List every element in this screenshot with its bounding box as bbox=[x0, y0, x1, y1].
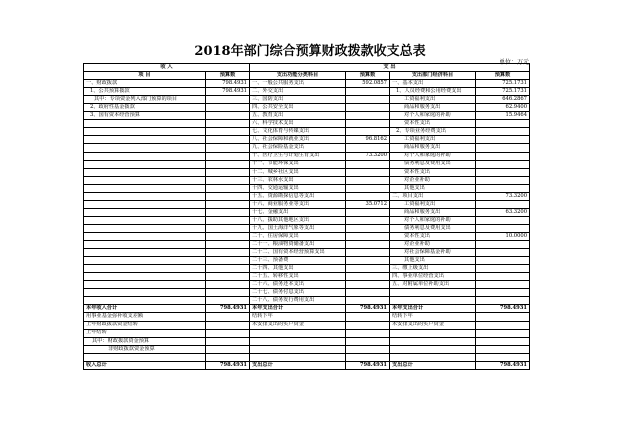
table-row bbox=[84, 241, 530, 249]
table-cell: 对企业补助 bbox=[390, 241, 476, 249]
table-row bbox=[84, 192, 530, 200]
table-cell bbox=[206, 152, 250, 160]
table-cell: 其他支出 bbox=[390, 257, 476, 265]
table-row bbox=[84, 96, 530, 104]
table-row bbox=[84, 353, 530, 361]
table-row bbox=[84, 152, 530, 160]
table-cell: 工资福利支出 bbox=[390, 96, 476, 104]
table-cell: 10.0000 bbox=[476, 232, 530, 240]
table-cell: 二十七、债务付息支出 bbox=[250, 289, 346, 297]
table-cell bbox=[476, 313, 530, 321]
table-cell: 725.1731 bbox=[476, 88, 530, 96]
table-cell: 15.9464 bbox=[476, 112, 530, 120]
table-cell bbox=[390, 353, 476, 361]
func-class-header: 支出功能分类科目 bbox=[250, 72, 346, 80]
table-cell bbox=[206, 192, 250, 200]
table-cell: 对个人和家庭的补助 bbox=[390, 112, 476, 120]
table-cell: 一、一般公共服务支出 bbox=[250, 80, 346, 88]
table-cell bbox=[84, 128, 206, 136]
table-cell bbox=[84, 224, 206, 232]
table-cell bbox=[346, 232, 390, 240]
table-cell bbox=[346, 249, 390, 257]
table-cell bbox=[476, 216, 530, 224]
table-cell bbox=[206, 128, 250, 136]
table-cell: 798.4931 bbox=[206, 88, 250, 96]
table-cell: 3、国有资本经营预算 bbox=[84, 112, 206, 120]
table-row bbox=[84, 120, 530, 128]
table-cell bbox=[206, 273, 250, 281]
table-row bbox=[84, 216, 530, 224]
table-cell: 二、外交支出 bbox=[250, 88, 346, 96]
table-row bbox=[84, 265, 530, 273]
table-cell bbox=[346, 168, 390, 176]
table-cell: 本年收入合计 bbox=[84, 305, 206, 313]
table-cell: 二十六、债务还本支出 bbox=[250, 281, 346, 289]
table-cell bbox=[476, 128, 530, 136]
table-row bbox=[84, 176, 530, 184]
table-cell bbox=[346, 160, 390, 168]
table-cell bbox=[84, 176, 206, 184]
budget-header: 预算数 bbox=[206, 72, 250, 80]
table-cell bbox=[346, 337, 390, 345]
table-cell bbox=[476, 337, 530, 345]
table-cell bbox=[346, 321, 390, 329]
table-cell bbox=[346, 176, 390, 184]
table-cell bbox=[206, 329, 250, 337]
table-row bbox=[84, 128, 530, 136]
table-cell bbox=[476, 345, 530, 353]
table-cell bbox=[346, 88, 390, 96]
table-cell: 1、公共预算拨款 bbox=[84, 88, 206, 96]
table-row bbox=[84, 144, 530, 152]
table-cell: 其中：财政拨款资金预算 bbox=[84, 337, 206, 345]
table-cell bbox=[206, 241, 250, 249]
table-cell: 支出总计 bbox=[250, 361, 346, 369]
table-cell bbox=[206, 96, 250, 104]
table-cell bbox=[476, 265, 530, 273]
table-cell bbox=[346, 224, 390, 232]
table-cell bbox=[250, 329, 346, 337]
table-cell bbox=[476, 297, 530, 305]
table-cell: 四、事业单位经营支出 bbox=[390, 273, 476, 281]
table-cell: 未安排支出的实户资金 bbox=[250, 321, 346, 329]
subtotal-row bbox=[84, 305, 530, 313]
table-cell: 其他支出 bbox=[390, 184, 476, 192]
table-cell bbox=[476, 120, 530, 128]
table-cell bbox=[390, 337, 476, 345]
table-cell bbox=[84, 249, 206, 257]
table-cell bbox=[84, 241, 206, 249]
table-cell: 二十四、其他支出 bbox=[250, 265, 346, 273]
table-cell: 上年结转 bbox=[84, 329, 206, 337]
table-cell bbox=[476, 329, 530, 337]
table-cell bbox=[476, 321, 530, 329]
table-cell: 十五、资源勘探信息等支出 bbox=[250, 192, 346, 200]
table-cell bbox=[346, 184, 390, 192]
table-cell: 商品和服务支出 bbox=[390, 144, 476, 152]
table-cell: 对个人和家庭的补助 bbox=[390, 152, 476, 160]
table-cell: 对企业补助 bbox=[390, 176, 476, 184]
table-cell: 十六、商业服务业等支出 bbox=[250, 200, 346, 208]
table-cell bbox=[84, 192, 206, 200]
table-cell bbox=[476, 160, 530, 168]
table-cell: 十七、金融支出 bbox=[250, 208, 346, 216]
table-row bbox=[84, 208, 530, 216]
table-cell: 本年支出合计 bbox=[390, 305, 476, 313]
table-row bbox=[84, 184, 530, 192]
budget-table bbox=[83, 63, 530, 370]
table-cell bbox=[206, 224, 250, 232]
table-row bbox=[84, 112, 530, 120]
table-cell bbox=[346, 128, 390, 136]
table-cell bbox=[346, 313, 390, 321]
table-cell: 五、对附属单位补助支出 bbox=[390, 281, 476, 289]
table-cell bbox=[250, 353, 346, 361]
table-cell: 2、政府性基金拨款 bbox=[84, 104, 206, 112]
table-cell bbox=[346, 144, 390, 152]
table-row bbox=[84, 136, 530, 144]
table-cell bbox=[476, 289, 530, 297]
table-cell: 八、社会保障和就业支出 bbox=[250, 136, 346, 144]
table-cell: 资本性支出 bbox=[390, 232, 476, 240]
table-cell bbox=[250, 337, 346, 345]
table-cell bbox=[250, 345, 346, 353]
table-cell bbox=[346, 353, 390, 361]
budget-header: 预算数 bbox=[476, 72, 530, 80]
table-cell: 646.2867 bbox=[476, 96, 530, 104]
table-cell bbox=[346, 120, 390, 128]
table-cell: 四、公共安全支出 bbox=[250, 104, 346, 112]
table-cell bbox=[84, 160, 206, 168]
table-cell bbox=[206, 168, 250, 176]
table-cell bbox=[476, 241, 530, 249]
table-cell: 二十一、粮油物资储备支出 bbox=[250, 241, 346, 249]
table-cell: 798.4931 bbox=[476, 361, 530, 369]
table-row bbox=[84, 249, 530, 257]
table-cell: 725.1731 bbox=[476, 80, 530, 88]
table-cell: 未安排支出的实户资金 bbox=[390, 321, 476, 329]
table-cell bbox=[206, 104, 250, 112]
table-cell bbox=[84, 353, 206, 361]
table-cell bbox=[206, 321, 250, 329]
table-cell bbox=[346, 297, 390, 305]
table-cell bbox=[476, 281, 530, 289]
table-row bbox=[84, 224, 530, 232]
table-cell: 收入总计 bbox=[84, 361, 206, 369]
table-cell bbox=[346, 112, 390, 120]
table-cell bbox=[84, 208, 206, 216]
table-cell: 本年支出合计 bbox=[250, 305, 346, 313]
table-cell bbox=[346, 104, 390, 112]
table-row bbox=[84, 297, 530, 305]
table-cell bbox=[84, 297, 206, 305]
table-cell: 二十五、转移性支出 bbox=[250, 273, 346, 281]
table-row bbox=[84, 104, 530, 112]
table-cell bbox=[206, 136, 250, 144]
table-cell: 其中：专项资金列入部门预算的项目 bbox=[84, 96, 206, 104]
table-cell: 二十三、预备费 bbox=[250, 257, 346, 265]
table-row bbox=[84, 313, 530, 321]
table-cell: 支出总计 bbox=[390, 361, 476, 369]
table-cell: 结转下年 bbox=[390, 313, 476, 321]
table-row bbox=[84, 80, 530, 88]
item-header: 项 目 bbox=[84, 72, 206, 80]
table-cell bbox=[476, 184, 530, 192]
table-cell bbox=[476, 224, 530, 232]
column-header-row bbox=[84, 72, 530, 80]
table-cell bbox=[346, 241, 390, 249]
total-row bbox=[84, 361, 530, 369]
table-cell bbox=[206, 144, 250, 152]
table-cell: 对社会保障基金补助 bbox=[390, 249, 476, 257]
table-cell: 工资福利支出 bbox=[390, 136, 476, 144]
table-cell: 798.4931 bbox=[346, 361, 390, 369]
table-row bbox=[84, 273, 530, 281]
table-cell: 债务利息及费用支出 bbox=[390, 160, 476, 168]
expense-header: 支 出 bbox=[250, 64, 530, 72]
table-cell bbox=[206, 337, 250, 345]
table-cell bbox=[206, 257, 250, 265]
table-row bbox=[84, 200, 530, 208]
table-cell: 十一、节能环保支出 bbox=[250, 160, 346, 168]
table-cell bbox=[206, 297, 250, 305]
table-cell: 资本性支出 bbox=[390, 168, 476, 176]
table-cell: 798.4931 bbox=[206, 80, 250, 88]
table-cell bbox=[346, 273, 390, 281]
table-cell bbox=[84, 120, 206, 128]
table-row bbox=[84, 257, 530, 265]
table-cell bbox=[346, 216, 390, 224]
table-cell: 商品和服务支出 bbox=[390, 208, 476, 216]
table-cell bbox=[206, 265, 250, 273]
table-cell bbox=[206, 120, 250, 128]
table-cell bbox=[84, 232, 206, 240]
table-cell: 十四、交通运输支出 bbox=[250, 184, 346, 192]
table-row bbox=[84, 345, 530, 353]
table-cell: 七、文化体育与传媒支出 bbox=[250, 128, 346, 136]
table-cell bbox=[346, 265, 390, 273]
table-cell: 二、项目支出 bbox=[390, 192, 476, 200]
table-cell bbox=[206, 200, 250, 208]
table-cell bbox=[206, 281, 250, 289]
table-cell: 结转下年 bbox=[250, 313, 346, 321]
table-cell: 用事业基金弥补收支差额 bbox=[84, 313, 206, 321]
table-cell: 十三、农林水支出 bbox=[250, 176, 346, 184]
table-cell bbox=[84, 265, 206, 273]
table-cell: 798.4931 bbox=[476, 305, 530, 313]
table-cell bbox=[476, 353, 530, 361]
table-row bbox=[84, 329, 530, 337]
income-header: 收 入 bbox=[84, 64, 250, 72]
table-cell: 十、医疗卫生与计划生育支出 bbox=[250, 152, 346, 160]
table-cell: 63.3200 bbox=[476, 208, 530, 216]
table-cell bbox=[206, 160, 250, 168]
table-cell bbox=[206, 289, 250, 297]
table-cell: 六、科学技术支出 bbox=[250, 120, 346, 128]
table-cell: 96.8162 bbox=[346, 136, 390, 144]
table-cell bbox=[84, 257, 206, 265]
table-cell: 三、国防支出 bbox=[250, 96, 346, 104]
table-cell: 非财政拨款资金预算 bbox=[84, 345, 206, 353]
table-cell: 62.9400 bbox=[476, 104, 530, 112]
table-cell bbox=[476, 249, 530, 257]
table-cell bbox=[390, 297, 476, 305]
table-cell bbox=[206, 112, 250, 120]
table-row bbox=[84, 160, 530, 168]
table-row bbox=[84, 232, 530, 240]
table-cell bbox=[206, 345, 250, 353]
table-cell: 798.4931 bbox=[346, 305, 390, 313]
table-cell bbox=[84, 184, 206, 192]
table-cell bbox=[346, 96, 390, 104]
table-cell: 798.4931 bbox=[206, 361, 250, 369]
table-row bbox=[84, 281, 530, 289]
page-title: 2018年部门综合预算财政拨款收支总表 bbox=[194, 44, 426, 59]
table-cell: 对个人和家庭的补助 bbox=[390, 216, 476, 224]
table-cell: 73.3200 bbox=[346, 152, 390, 160]
table-cell bbox=[476, 144, 530, 152]
table-cell bbox=[206, 313, 250, 321]
table-cell bbox=[84, 281, 206, 289]
dept-econ-header: 支出部门经济科目 bbox=[390, 72, 476, 80]
table-cell: 十二、城乡社区支出 bbox=[250, 168, 346, 176]
table-cell: 二十八、债务发行费用支出 bbox=[250, 297, 346, 305]
table-cell bbox=[84, 144, 206, 152]
table-cell bbox=[346, 329, 390, 337]
table-cell: 35.0712 bbox=[346, 200, 390, 208]
table-cell bbox=[476, 176, 530, 184]
table-cell bbox=[206, 184, 250, 192]
table-row bbox=[84, 88, 530, 96]
table-cell bbox=[206, 353, 250, 361]
table-cell bbox=[84, 200, 206, 208]
table-cell: 73.3200 bbox=[476, 192, 530, 200]
table-cell bbox=[206, 249, 250, 257]
table-cell bbox=[84, 289, 206, 297]
table-cell bbox=[206, 216, 250, 224]
table-cell bbox=[84, 136, 206, 144]
table-row bbox=[84, 321, 530, 329]
table-cell bbox=[84, 273, 206, 281]
table-cell bbox=[346, 345, 390, 353]
table-cell: 798.4931 bbox=[206, 305, 250, 313]
table-cell bbox=[476, 273, 530, 281]
table-cell: 工资福利支出 bbox=[390, 200, 476, 208]
table-cell bbox=[84, 216, 206, 224]
table-cell bbox=[476, 168, 530, 176]
table-cell: 592.0857 bbox=[346, 80, 390, 88]
table-cell bbox=[346, 289, 390, 297]
table-row bbox=[84, 289, 530, 297]
table-cell: 商品和服务支出 bbox=[390, 104, 476, 112]
section-header-row bbox=[84, 64, 530, 72]
table-cell bbox=[346, 281, 390, 289]
table-cell: 十九、国土海洋气象等支出 bbox=[250, 224, 346, 232]
table-cell: 二十二、国有资本经营预算支出 bbox=[250, 249, 346, 257]
table-cell: 十八、援助其他地区支出 bbox=[250, 216, 346, 224]
table-cell: 上年财政拨款资金结转 bbox=[84, 321, 206, 329]
table-cell bbox=[346, 257, 390, 265]
table-row bbox=[84, 337, 530, 345]
table-cell: 2、专项业务经费支出 bbox=[390, 128, 476, 136]
unit-label: 单位：万元 bbox=[498, 59, 529, 66]
table-cell bbox=[346, 208, 390, 216]
table-cell: 五、教育支出 bbox=[250, 112, 346, 120]
table-cell bbox=[476, 152, 530, 160]
table-cell: 三、缴上级支出 bbox=[390, 265, 476, 273]
table-cell bbox=[206, 232, 250, 240]
table-cell bbox=[390, 289, 476, 297]
table-cell bbox=[206, 176, 250, 184]
table-cell bbox=[346, 192, 390, 200]
table-cell: 一、基本支出 bbox=[390, 80, 476, 88]
table-cell: 资本性支出 bbox=[390, 120, 476, 128]
table-cell bbox=[476, 136, 530, 144]
table-cell bbox=[390, 329, 476, 337]
table-row bbox=[84, 168, 530, 176]
table-cell: 二十、住房保障支出 bbox=[250, 232, 346, 240]
table-cell: 一、财政拨款 bbox=[84, 80, 206, 88]
table-cell bbox=[390, 345, 476, 353]
table-cell: 九、社会保险基金支出 bbox=[250, 144, 346, 152]
table-cell: 1、人员经费和公用经费支出 bbox=[390, 88, 476, 96]
table-cell bbox=[206, 208, 250, 216]
table-cell bbox=[476, 200, 530, 208]
budget-header: 预算数 bbox=[346, 72, 390, 80]
table-cell: 债务利息及费用支出 bbox=[390, 224, 476, 232]
table-cell bbox=[84, 168, 206, 176]
table-cell bbox=[476, 257, 530, 265]
table-cell bbox=[84, 152, 206, 160]
